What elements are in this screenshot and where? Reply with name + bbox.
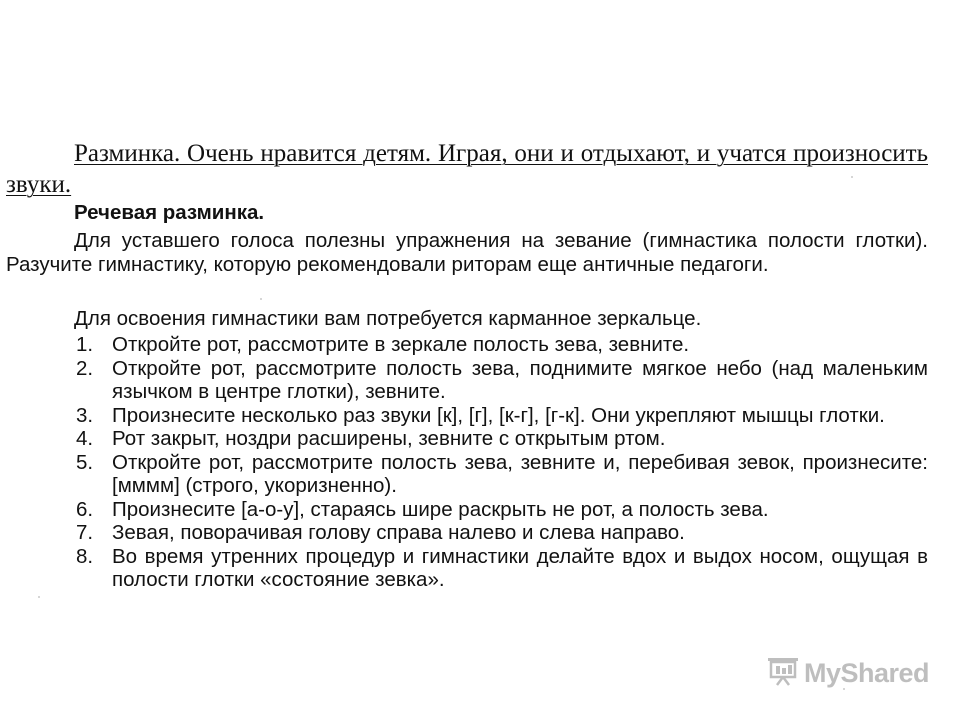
exercise-steps-list <box>74 333 928 592</box>
list-item <box>74 427 928 451</box>
projector-screen-icon <box>766 655 800 692</box>
step-text: Рот закрыт, ноздри расширены, зевните с открытым ртом. <box>112 427 666 450</box>
myshared-watermark <box>766 655 929 691</box>
intro-paragraph: Разминка. Очень нравится детям. Играя, они и отдыхают, и учатся произносить звуки. <box>6 140 928 198</box>
step-text: Зевая, поворачивая голову справа налево и слева направо. <box>112 521 685 544</box>
step-text: Откройте рот, рассмотрите в зеркале полость зева, зевните. <box>112 333 690 356</box>
list-item <box>74 498 928 522</box>
list-item <box>74 333 928 357</box>
step-text: Откройте рот, рассмотрите полость зева, зевните и, перебивая зевок, произнесите: [мммм] (строго, укоризненно). <box>112 450 928 497</box>
list-item <box>74 357 928 404</box>
step-number: 6. <box>76 497 94 521</box>
step-number: 4. <box>76 427 94 450</box>
list-item <box>74 521 928 545</box>
step-text: Откройте рот, рассмотрите полость зева, поднимите мягкое небо (над маленьким язычком в центре глотки), зевните. <box>112 356 928 403</box>
body-paragraph-2: Для освоения гимнастики вам потребуется карманное зеркальце. <box>74 307 702 330</box>
step-text: Во время утренних процедур и гимнастики делайте вдох и выдох носом, ощущая в полости глотки «состояние зевка». <box>112 544 928 591</box>
watermark-text: MyShared <box>804 657 930 688</box>
body-paragraph-1: Для уставшего голоса полезны упражнения на зевание (гимнастика полости глотки). Разучите гимнастику, которую рекомендовали риторам еще античные педагоги. <box>6 229 928 276</box>
step-number: 8. <box>76 544 94 568</box>
step-number: 2. <box>76 356 94 380</box>
section-heading: Речевая разминка. <box>74 201 265 224</box>
step-number: 7. <box>76 521 94 544</box>
list-item <box>74 404 928 428</box>
step-number: 1. <box>76 333 94 356</box>
step-text: Произнесите [а-о-у], стараясь шире раскрыть не рот, а полость зева. <box>112 497 769 521</box>
step-text: Произнесите несколько раз звуки [к], [г], [к-г], [г-к]. Они укрепляют мышцы глотки. <box>112 403 885 427</box>
list-item <box>74 451 928 498</box>
step-number: 5. <box>76 450 94 474</box>
list-item <box>74 545 928 592</box>
step-number: 3. <box>76 403 94 427</box>
